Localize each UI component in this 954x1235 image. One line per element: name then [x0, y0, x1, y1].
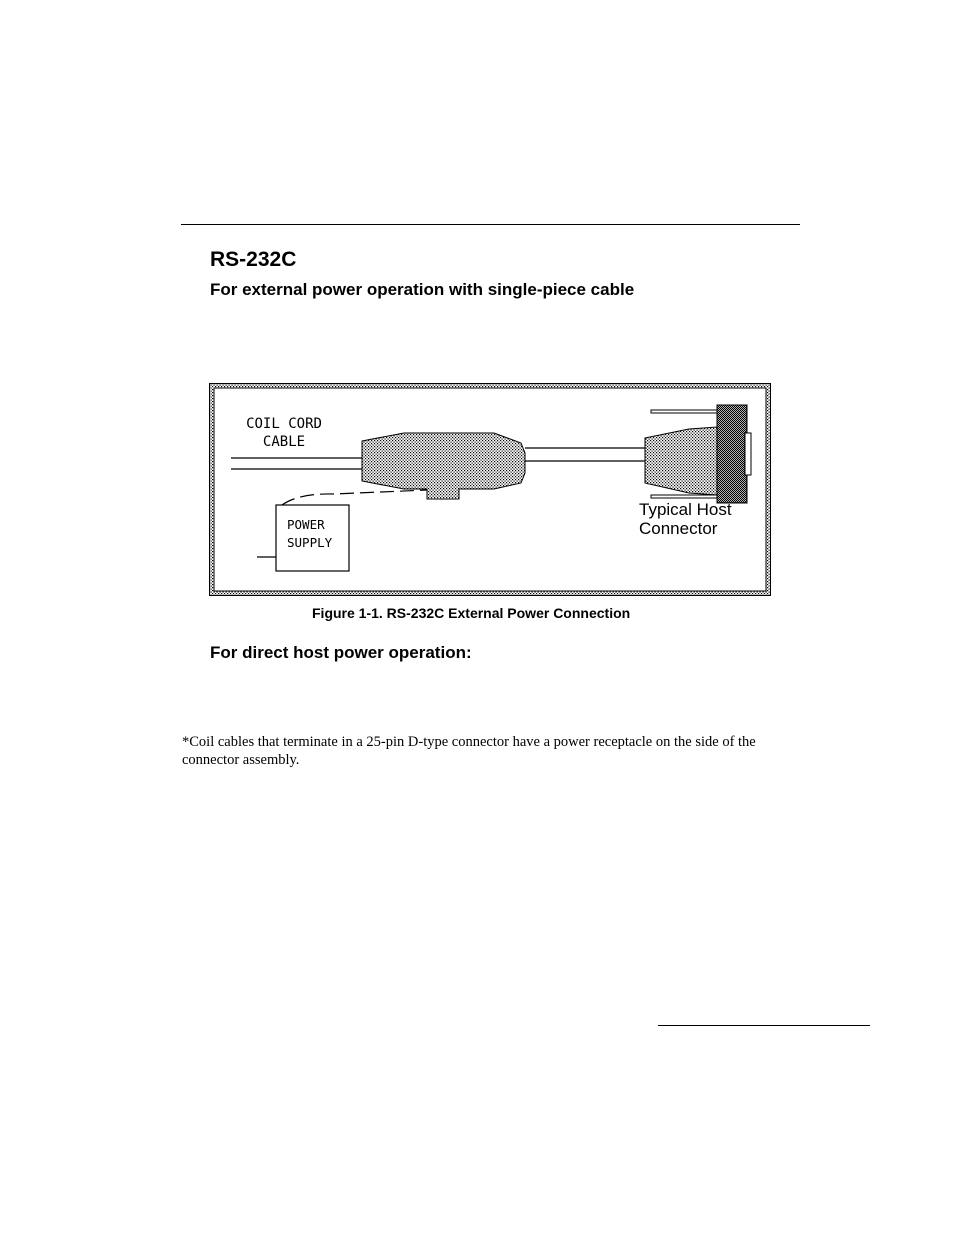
host-connector-label	[639, 500, 732, 538]
footer-rule	[658, 1025, 870, 1026]
figure-caption: Figure 1-1. RS-232C External Power Connection	[312, 605, 631, 621]
header-rule	[181, 224, 800, 225]
direct-power-subheading: For direct host power operation:	[210, 643, 472, 662]
coil-cord-label-1: COIL CORD	[246, 416, 322, 432]
mount-rail-bottom	[651, 495, 717, 498]
host-connector-hood	[645, 427, 717, 495]
host-connector-flange	[717, 405, 747, 503]
connection-diagram	[209, 383, 771, 596]
connection-figure	[209, 383, 771, 596]
coil-cord-label-2: CABLE	[262, 434, 306, 450]
host-connector-label-2: Connector	[639, 519, 718, 538]
footnote: *Coil cables that terminate in a 25-pin D-type connector have a power receptacle on the side of the connector assembly.	[182, 734, 756, 768]
host-connector-pins	[745, 433, 751, 475]
power-supply-label-2: SUPPLY	[287, 535, 333, 550]
mount-rail-top	[651, 410, 717, 413]
power-supply-label-1: POWER	[287, 517, 325, 532]
host-connector-label-1: Typical Host	[639, 500, 732, 519]
external-power-subheading: For external power operation with single-piece cable	[210, 280, 635, 299]
section-heading: RS-232C	[210, 248, 297, 271]
